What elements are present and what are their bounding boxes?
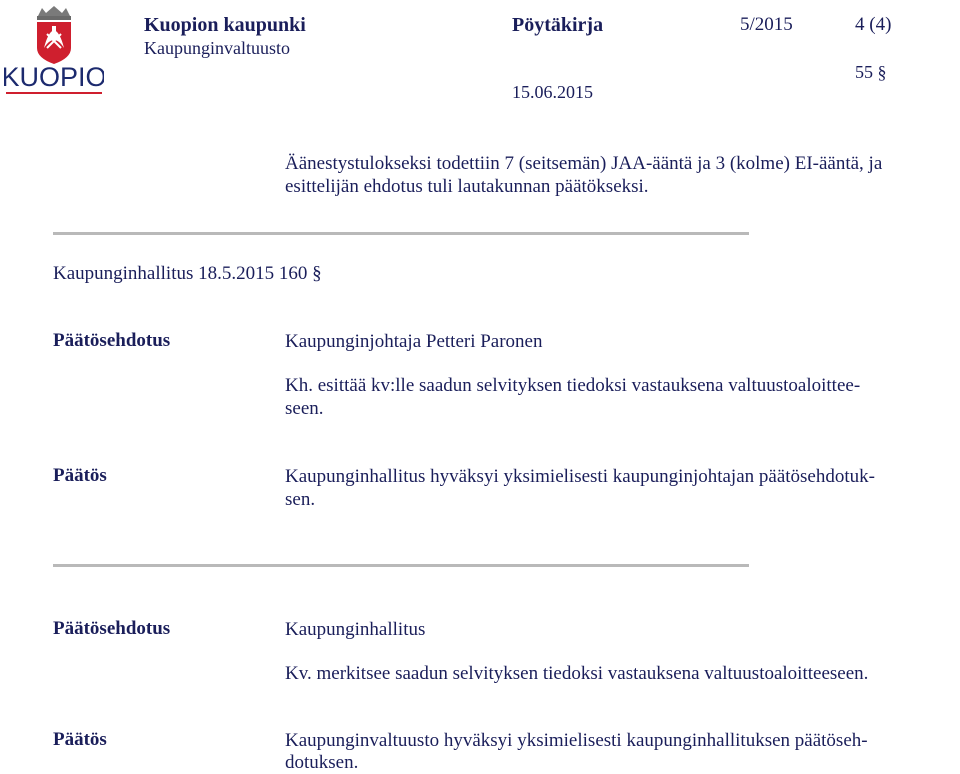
section-divider (53, 564, 749, 567)
vote-result-text: Äänestystulokseksi todettiin 7 (seitsemän) JAA-ääntä ja 3 (kolme) EI-ääntä, ja esittelijän ehdotus tuli lautakunnan päätökseksi. (285, 153, 883, 197)
proposal-label: Päätösehdotus (53, 618, 171, 639)
proposal-text-line: Kv. merkitsee saadun selvityksen tiedoksi vastauksena valtuustoaloitteeseen. (285, 663, 869, 684)
decision-text-line: sen. (285, 489, 316, 510)
meeting-date: 15.06.2015 (512, 82, 593, 102)
decision-text-line: Kaupunginvaltuusto hyväksyi yksimielisesti kaupunginhallituksen päätöseh- (285, 730, 868, 751)
document-type: Pöytäkirja (512, 14, 604, 36)
decision-text-line: Kaupunginhallitus hyväksyi yksimielisesti kaupunginjohtajan päätösehdotuk- (285, 466, 875, 487)
coat-of-arms-icon (4, 4, 104, 96)
proposal-text-line: Kh. esittää kv:lle saadun selvityksen tiedoksi vastauksena valtuustoaloittee- (285, 375, 861, 396)
proposer-name: Kaupunginjohtaja Petteri Paronen (285, 331, 543, 352)
page-number: 4 (4) (855, 14, 892, 35)
proposer-name: Kaupunginhallitus (285, 619, 426, 640)
organization-name: Kuopion kaupunki (144, 14, 306, 36)
section-divider (53, 232, 749, 235)
section-number: 55 § (855, 62, 887, 82)
board-meeting-heading: Kaupunginhallitus 18.5.2015 160 § (53, 263, 322, 284)
decision-label: Päätös (53, 465, 107, 486)
document-number: 5/2015 (740, 14, 793, 35)
proposal-label: Päätösehdotus (53, 330, 171, 351)
organization-unit: Kaupunginvaltuusto (144, 38, 290, 58)
decision-label: Päätös (53, 729, 107, 750)
proposal-text-line: seen. (285, 398, 324, 419)
kuopio-logo (4, 4, 104, 96)
decision-text-line: dotuksen. (285, 752, 359, 773)
svg-text:KUOPIO: KUOPIO (4, 62, 104, 92)
